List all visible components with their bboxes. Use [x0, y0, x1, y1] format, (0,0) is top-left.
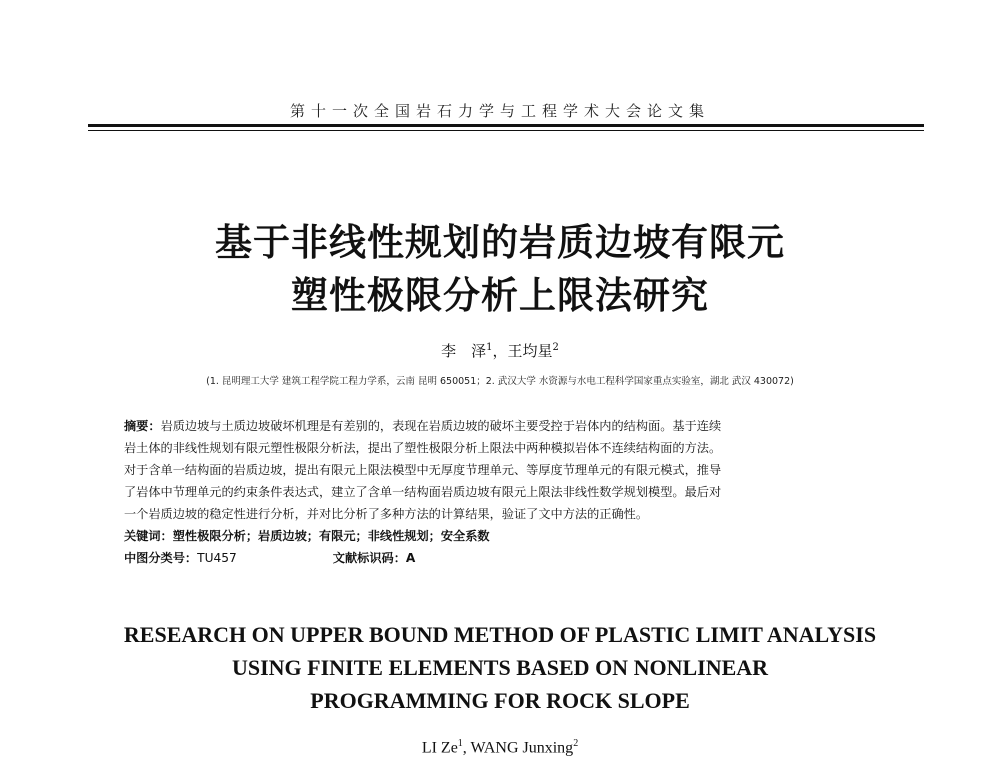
abstract-line-4: 了岩体中节理单元的约束条件表达式，建立了含单一结构面岩质边坡有限元上限法非线性数学规划模型。最后对	[124, 485, 722, 499]
english-title-line-2: USING FINITE ELEMENTS BASED ON NONLINEAR	[231, 655, 769, 680]
class-value: TU457	[197, 551, 237, 565]
english-title-line-1: RESEARCH ON UPPER BOUND METHOD OF PLASTIC LIMIT ANALYSIS	[123, 622, 877, 647]
author-separator-cn: ，	[492, 342, 508, 360]
chinese-abstract	[124, 415, 884, 569]
author-1-cn-affil-mark: 1	[486, 342, 493, 353]
classification-line	[124, 547, 884, 569]
author-2-en-affil-mark: 2	[573, 738, 579, 749]
header-rule-thin	[88, 130, 924, 131]
english-title-line-3: PROGRAMMING FOR ROCK SLOPE	[310, 688, 690, 713]
author-2-en: WANG Junxing	[470, 739, 574, 757]
chinese-affiliations: (1. 昆明理工大学 建筑工程学院工程力学系，云南 昆明 650051；2. 武汉大学 水资源与水电工程科学国家重点实验室，湖北 武汉 430072)	[206, 376, 794, 387]
abstract-line-2: 岩土体的非线性规划有限元塑性极限分析法，提出了塑性极限分析上限法中两种模拟岩体不连续结构面的方法。	[124, 441, 722, 455]
header-rule-thick	[88, 124, 924, 127]
chinese-title-line-2: 塑性极限分析上限法研究	[291, 274, 709, 317]
chinese-authors	[0, 340, 1000, 361]
author-1-cn: 李 泽	[441, 342, 487, 360]
abstract-line-3: 对于含单一结构面的岩质边坡，提出有限元上限法模型中无厚度节理单元、等厚度节理单元的有限元模式，推导	[124, 463, 722, 477]
english-authors	[0, 738, 1000, 757]
abstract-text-1: 岩质边坡与土质边坡破坏机理是有差别的，表现在岩质边坡的破坏主要受控于岩体内的结构面。基于连续	[160, 419, 722, 433]
abstract-label: 摘要：	[124, 419, 161, 433]
keywords-text: 塑性极限分析；岩质边坡；有限元；非线性规划；安全系数	[172, 529, 490, 543]
doc-code-value: A	[405, 551, 416, 565]
author-2-cn-affil-mark: 2	[552, 342, 559, 353]
author-1-en: LI Ze	[421, 739, 458, 757]
class-label: 中图分类号：	[124, 551, 198, 565]
doc-code-label: 文献标识码：	[332, 551, 406, 565]
author-2-cn: 王均星	[507, 342, 553, 360]
author-separator-en: ,	[462, 739, 471, 757]
running-header: 第十一次全国岩石力学与工程学术大会论文集	[289, 102, 710, 120]
abstract-line-1	[124, 415, 884, 437]
abstract-line-5: 一个岩质边坡的稳定性进行分析，并对比分析了多种方法的计算结果，验证了文中方法的正确性。	[124, 507, 649, 521]
author-1-en-affil-mark: 1	[457, 738, 463, 749]
keywords-line	[124, 525, 884, 547]
keywords-label: 关键词：	[124, 529, 173, 543]
chinese-title-line-1: 基于非线性规划的岩质边坡有限元	[215, 221, 785, 264]
